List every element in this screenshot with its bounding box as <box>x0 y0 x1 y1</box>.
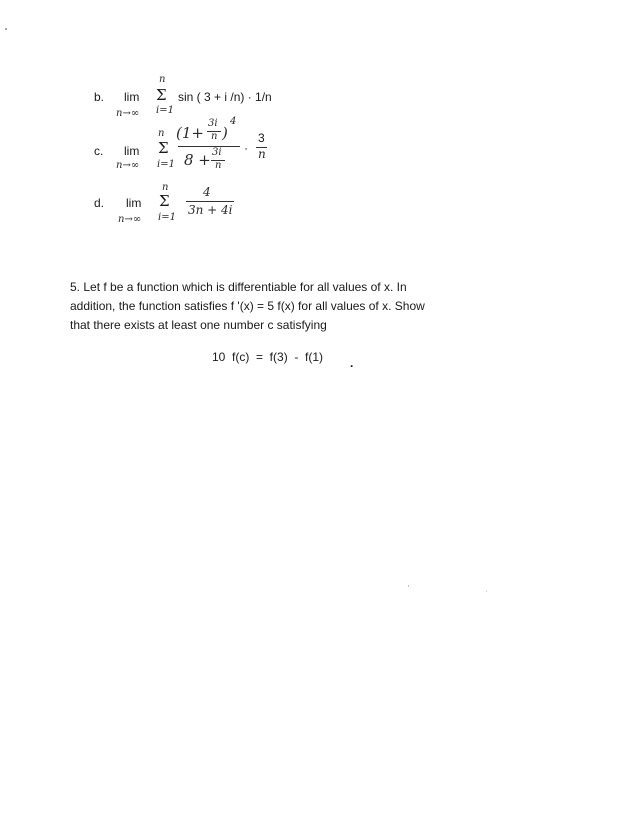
problem-c-denominator-base: 8 + <box>184 151 211 169</box>
problem-b-lim: lim <box>124 90 140 104</box>
problem-c-sum-lower: i=1 <box>157 159 175 170</box>
problem-b-sum-lower: i=1 <box>156 105 174 116</box>
problem-c-numerator-frac-bottom: n <box>211 131 218 142</box>
problem-b-sum-upper: n <box>159 74 166 85</box>
problem-d-frac-top: 4 <box>203 185 211 199</box>
problem-c-factor-bottom: n <box>258 147 266 161</box>
problem-d-lim: lim <box>126 196 142 210</box>
problem-b-sigma: Σ <box>156 86 167 104</box>
problem-5-trailing-dot: . <box>350 356 354 370</box>
problem-c-limit-subscript: n→∞ <box>116 160 140 171</box>
problem-5-line-2: addition, the function satisfies f '(x) = 5 f(x) for all values of x. Show <box>70 299 425 313</box>
scan-speck <box>408 585 409 587</box>
problem-c-main-frac-bar <box>178 146 240 147</box>
problem-d-label: d. <box>94 196 105 210</box>
problem-c-numerator-frac-top: 3i <box>208 118 218 129</box>
problem-5-line-3: that there exists at least one number c satisfying <box>70 318 327 332</box>
problem-d-frac-bar <box>186 201 234 202</box>
problem-c-factor-top: 3 <box>258 131 265 145</box>
scan-speck <box>5 28 7 30</box>
problem-d-limit-subscript: n→∞ <box>118 214 142 225</box>
problem-d-sum-lower: i=1 <box>158 212 176 223</box>
scan-speck <box>486 591 487 592</box>
problem-c-dot: · <box>244 141 248 155</box>
problem-c-label: c. <box>94 144 104 158</box>
problem-5-line-1: 5. Let f be a function which is differentiable for all values of x. In <box>70 280 407 294</box>
problem-c-lim: lim <box>124 144 140 158</box>
problem-c-numerator-open: (1+ <box>176 124 204 142</box>
problem-5-text <box>70 278 490 335</box>
problem-c-numerator-close: ) <box>222 124 228 142</box>
problem-d-sum-upper: n <box>162 182 169 193</box>
problem-c-numerator-exponent: 4 <box>230 116 237 127</box>
problem-c-sum-upper: n <box>158 128 165 139</box>
problem-c-denominator-frac-bottom: n <box>215 160 222 171</box>
problem-c-denominator-frac-top: 3i <box>212 147 222 158</box>
problem-5-equation: 10 f(c) = f(3) - f(1) <box>212 350 324 364</box>
problem-b-limit-subscript: n→∞ <box>116 108 140 119</box>
problem-b-label: b. <box>94 90 105 104</box>
problem-d-sigma: Σ <box>159 192 170 210</box>
problem-b-expression: sin ( 3 + i /n) · 1/n <box>178 90 272 104</box>
problem-c-sigma: Σ <box>158 139 169 157</box>
problem-d-frac-bottom: 3n + 4i <box>188 203 233 217</box>
